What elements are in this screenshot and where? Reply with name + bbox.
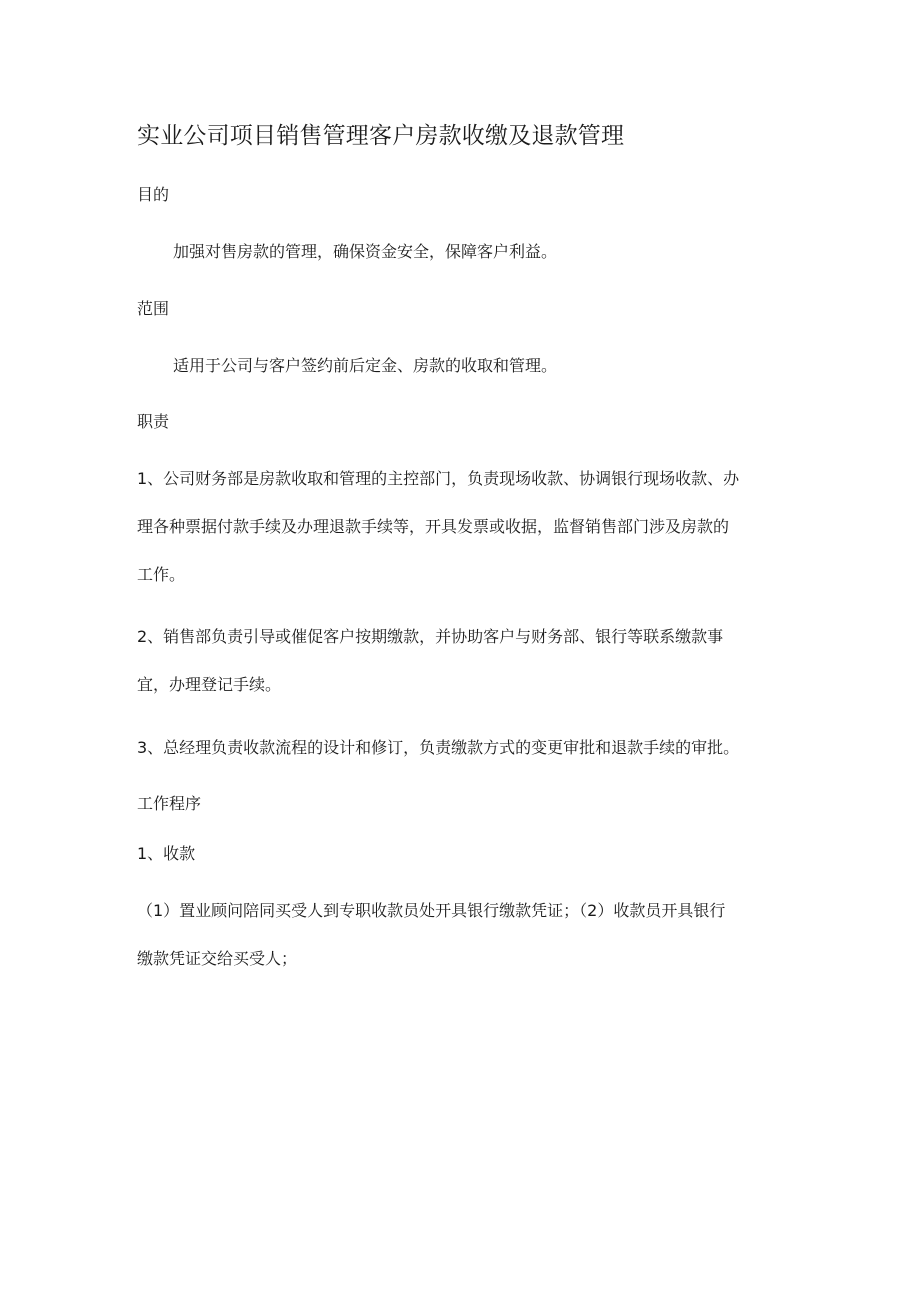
duty-item-1-line-2: 理各种票据付款手续及办理退款手续等，开具发票或收据，监督销售部门涉及房款的	[137, 517, 730, 536]
duty-item-3-line-1: 3、总经理负责收款流程的设计和修订，负责缴款方式的变更审批和退款手续的审批。	[137, 738, 740, 757]
duty-item-2-line-2: 宜，办理登记手续。	[137, 675, 282, 694]
procedure-sub-heading: 1、收款	[137, 844, 196, 863]
duty-item-1	[137, 467, 787, 611]
procedure-paragraph	[137, 899, 787, 995]
duty-item-1-line-3: 工作。	[137, 565, 186, 584]
heading-scope: 范围	[137, 299, 170, 318]
duty-item-1-line-1: 1、公司财务部是房款收取和管理的主控部门，负责现场收款、协调银行现场收款、办	[137, 469, 740, 488]
procedure-line-1: （1）置业顾问陪同买受人到专职收款员处开具银行缴款凭证；（2）收款员开具银行	[137, 901, 726, 920]
document-title: 实业公司项目销售管理客户房款收缴及退款管理	[137, 123, 625, 149]
heading-duties: 职责	[137, 412, 170, 431]
duty-item-2	[137, 625, 787, 721]
heading-procedure: 工作程序	[137, 794, 202, 813]
duty-item-3	[137, 736, 787, 784]
heading-purpose: 目的	[137, 185, 170, 204]
procedure-line-2: 缴款凭证交给买受人；	[137, 949, 298, 968]
scope-text: 适用于公司与客户签约前后定金、房款的收取和管理。	[173, 356, 558, 375]
duty-item-2-line-1: 2、销售部负责引导或催促客户按期缴款，并协助客户与财务部、银行等联系缴款事	[137, 627, 724, 646]
purpose-text: 加强对售房款的管理，确保资金安全，保障客户利益。	[173, 242, 558, 261]
